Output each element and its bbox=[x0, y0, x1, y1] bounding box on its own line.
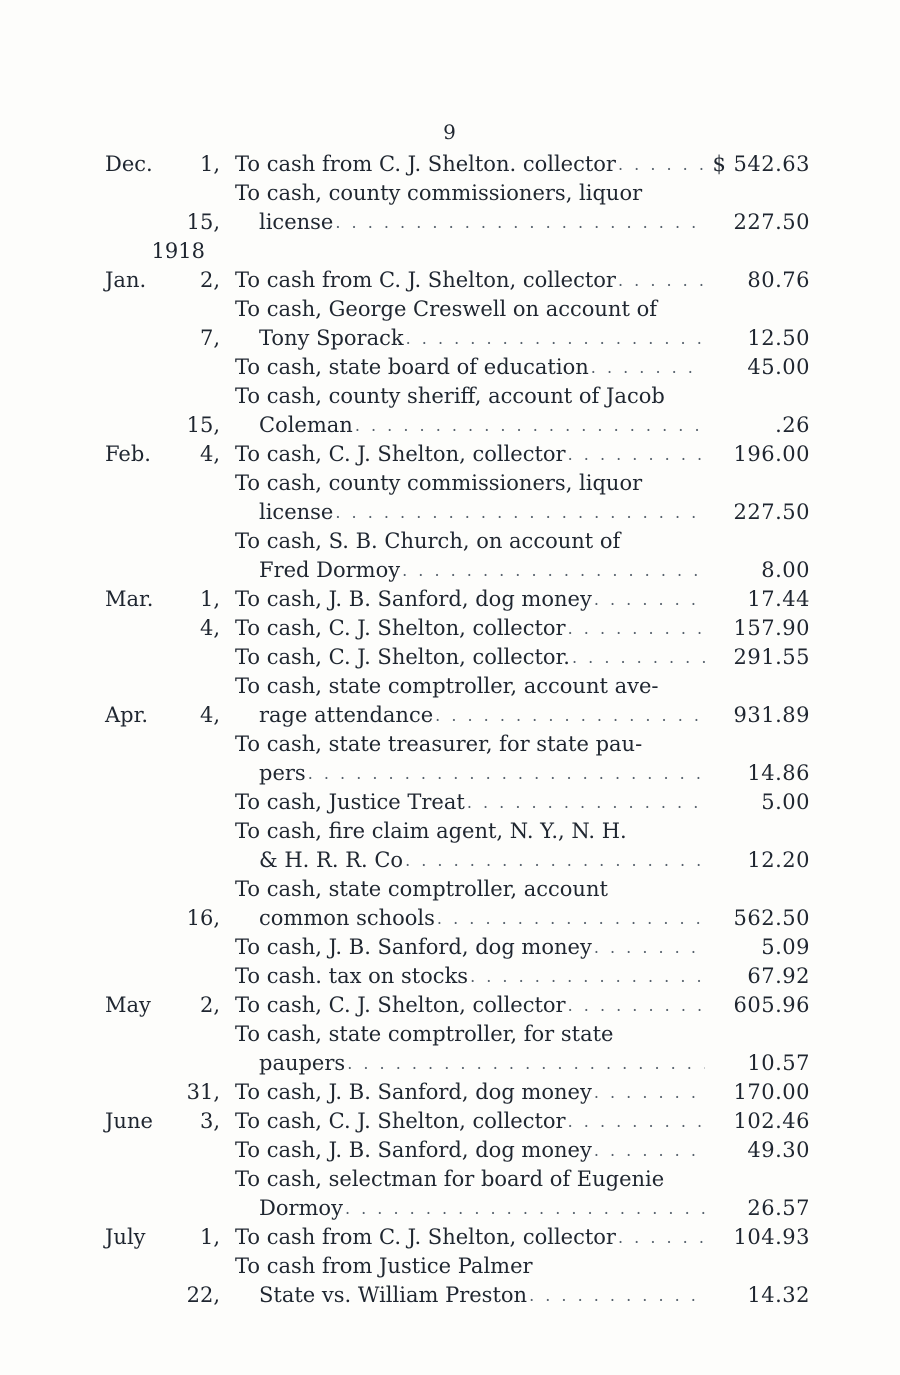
ledger-entry bbox=[105, 1107, 810, 1136]
leader-dots bbox=[404, 324, 705, 353]
entry-text-continued-label: State vs. William Preston bbox=[259, 1283, 528, 1307]
leader-dots bbox=[616, 266, 705, 295]
entry-day: 4, bbox=[199, 442, 220, 466]
leader-dots bbox=[433, 701, 705, 730]
entry-text-line bbox=[235, 1078, 705, 1107]
entry-text-continued bbox=[235, 904, 705, 933]
entry-day: 4, bbox=[199, 616, 220, 640]
entry-text-line bbox=[235, 614, 705, 643]
ledger-entry bbox=[105, 179, 810, 237]
entry-amount: 17.44 bbox=[747, 587, 810, 611]
entry-description bbox=[235, 643, 705, 672]
entry-description bbox=[235, 1020, 705, 1078]
entry-text: To cash, J. B. Sanford, dog money bbox=[235, 935, 592, 959]
ledger-entry bbox=[105, 527, 810, 585]
entry-amount: .26 bbox=[775, 413, 810, 437]
entry-month: Dec. bbox=[105, 152, 153, 176]
entry-day: 3, bbox=[199, 1109, 220, 1133]
ledger-entry bbox=[105, 150, 810, 179]
leader-dots bbox=[570, 643, 705, 672]
entry-amount: 562.50 bbox=[733, 906, 810, 930]
entry-day: 15, bbox=[186, 210, 220, 234]
entry-text: To cash, selectman for board of Eugenie bbox=[235, 1167, 665, 1191]
leader-dots bbox=[343, 1194, 705, 1223]
entry-day: 31, bbox=[186, 1080, 220, 1104]
entry-text-continued bbox=[235, 411, 705, 440]
entry-text: To cash from Justice Palmer bbox=[235, 1254, 533, 1278]
entry-amount: 605.96 bbox=[733, 993, 810, 1017]
leader-dots bbox=[435, 904, 705, 933]
entry-text: To cash from C. J. Shelton, collector bbox=[235, 268, 616, 292]
entry-description bbox=[235, 1165, 705, 1223]
ledger-entry bbox=[105, 440, 810, 469]
leader-dots bbox=[527, 1281, 705, 1310]
entry-text: To cash, fire claim agent, N. Y., N. H. bbox=[235, 819, 627, 843]
year-heading bbox=[105, 237, 810, 266]
entry-text-continued-label: Dormoy bbox=[259, 1196, 343, 1220]
entry-amount: 12.50 bbox=[747, 326, 810, 350]
ledger-entry bbox=[105, 672, 810, 730]
entry-text-line bbox=[235, 933, 705, 962]
entry-day: 7, bbox=[199, 326, 220, 350]
entry-text-continued bbox=[235, 846, 705, 875]
ledger-entry bbox=[105, 1020, 810, 1078]
leader-dots bbox=[306, 759, 705, 788]
entry-text-continued-label: pers bbox=[259, 761, 306, 785]
entry-amount: 227.50 bbox=[733, 500, 810, 524]
entry-text: To cash, state board of education bbox=[235, 355, 589, 379]
ledger-entry bbox=[105, 1223, 810, 1252]
entry-text-continued-label: license bbox=[259, 500, 334, 524]
entry-day: 15, bbox=[186, 413, 220, 437]
leader-dots bbox=[400, 556, 705, 585]
entry-text-line bbox=[235, 585, 705, 614]
entry-day: 1, bbox=[199, 1225, 220, 1249]
leader-dots bbox=[592, 1136, 705, 1165]
entry-amount: 49.30 bbox=[747, 1138, 810, 1162]
entry-description bbox=[235, 469, 705, 527]
entry-amount: 170.00 bbox=[733, 1080, 810, 1104]
entry-text: To cash, C. J. Shelton, collector bbox=[235, 442, 566, 466]
entry-amount: 45.00 bbox=[747, 355, 810, 379]
entry-amount: 5.09 bbox=[761, 935, 810, 959]
entry-description bbox=[235, 991, 705, 1020]
entry-description bbox=[235, 875, 705, 933]
entry-description bbox=[235, 962, 705, 991]
entry-amount: 157.90 bbox=[733, 616, 810, 640]
ledger-entry bbox=[105, 1165, 810, 1223]
entry-month: May bbox=[105, 993, 151, 1017]
entry-day: 1, bbox=[199, 152, 220, 176]
entry-amount: 10.57 bbox=[747, 1051, 810, 1075]
entry-description bbox=[235, 1107, 705, 1136]
leader-dots bbox=[403, 846, 705, 875]
entry-text-line bbox=[235, 1107, 705, 1136]
entry-day: 1, bbox=[199, 587, 220, 611]
ledger-entry bbox=[105, 1136, 810, 1165]
leader-dots bbox=[345, 1049, 705, 1078]
entry-text-continued bbox=[235, 498, 705, 527]
leader-dots bbox=[566, 614, 705, 643]
entry-month: June bbox=[105, 1109, 153, 1133]
entry-text-line bbox=[235, 962, 705, 991]
entry-description bbox=[235, 353, 705, 382]
entry-month: Apr. bbox=[105, 703, 149, 727]
entry-text: To cash, county commissioners, liquor bbox=[235, 181, 643, 205]
entry-text: To cash. tax on stocks bbox=[235, 964, 469, 988]
ledger-entry bbox=[105, 382, 810, 440]
entry-text: To cash from C. J. Shelton. collector bbox=[235, 152, 616, 176]
entry-amount: 291.55 bbox=[733, 645, 810, 669]
ledger-entry bbox=[105, 1078, 810, 1107]
ledger-entry bbox=[105, 1252, 810, 1310]
entry-text-line bbox=[235, 440, 705, 469]
entry-amount: 8.00 bbox=[761, 558, 810, 582]
entry-text-continued-label: & H. R. R. Co bbox=[259, 848, 404, 872]
entry-description bbox=[235, 1252, 705, 1310]
entry-text-continued-label: Coleman bbox=[259, 413, 353, 437]
entry-amount: 12.20 bbox=[747, 848, 810, 872]
entry-description bbox=[235, 730, 705, 788]
entry-text-continued bbox=[235, 701, 705, 730]
ledger-entry bbox=[105, 585, 810, 614]
entry-text: To cash, county commissioners, liquor bbox=[235, 471, 643, 495]
leader-dots bbox=[616, 150, 705, 179]
leader-dots bbox=[333, 208, 705, 237]
entry-amount: 80.76 bbox=[747, 268, 810, 292]
entry-description bbox=[235, 817, 705, 875]
entry-month: Feb. bbox=[105, 442, 151, 466]
entry-text: To cash, C. J. Shelton, collector bbox=[235, 1109, 566, 1133]
entry-day: 2, bbox=[199, 268, 220, 292]
entry-text: To cash, C. J. Shelton, collector bbox=[235, 993, 566, 1017]
ledger-entry bbox=[105, 295, 810, 353]
entry-description bbox=[235, 614, 705, 643]
entry-amount: 14.32 bbox=[747, 1283, 810, 1307]
entry-text: To cash, J. B. Sanford, dog money bbox=[235, 1138, 592, 1162]
entry-amount: 67.92 bbox=[747, 964, 810, 988]
entry-amount: 26.57 bbox=[747, 1196, 810, 1220]
entry-description bbox=[235, 672, 705, 730]
entry-text-continued bbox=[235, 1194, 705, 1223]
entry-text: To cash, Justice Treat bbox=[235, 790, 465, 814]
entry-day: 22, bbox=[186, 1283, 220, 1307]
leader-dots bbox=[592, 933, 705, 962]
ledger-entry bbox=[105, 730, 810, 788]
entry-text: To cash, C. J. Shelton, collector bbox=[235, 616, 566, 640]
entry-amount: 931.89 bbox=[733, 703, 810, 727]
entry-amount: 196.00 bbox=[733, 442, 810, 466]
entry-amount: 104.93 bbox=[733, 1225, 810, 1249]
entry-text-continued-label: Tony Sporack bbox=[259, 326, 404, 350]
entry-text: To cash, state comptroller, for state bbox=[235, 1022, 614, 1046]
entry-description bbox=[235, 295, 705, 353]
entry-text-continued-label: common schools bbox=[259, 906, 435, 930]
entry-description bbox=[235, 266, 705, 295]
entry-text-continued-label: rage attendance bbox=[259, 703, 434, 727]
entry-description bbox=[235, 150, 705, 179]
leader-dots bbox=[592, 1078, 705, 1107]
leader-dots bbox=[566, 1107, 705, 1136]
entry-text: To cash, state comptroller, account bbox=[235, 877, 608, 901]
entry-text-line bbox=[235, 1136, 705, 1165]
entry-description bbox=[235, 788, 705, 817]
entry-text-continued bbox=[235, 1281, 705, 1310]
entry-text-line bbox=[235, 266, 705, 295]
entry-month: Jan. bbox=[105, 268, 147, 292]
ledger-entry bbox=[105, 962, 810, 991]
entry-amount: 102.46 bbox=[733, 1109, 810, 1133]
entry-text: To cash, S. B. Church, on account of bbox=[235, 529, 621, 553]
ledger-entry bbox=[105, 469, 810, 527]
entry-text-line bbox=[235, 788, 705, 817]
entry-text-continued bbox=[235, 208, 705, 237]
entry-text-continued bbox=[235, 324, 705, 353]
leader-dots bbox=[468, 962, 705, 991]
entry-text-line bbox=[235, 150, 705, 179]
ledger-entry bbox=[105, 933, 810, 962]
entry-text-line bbox=[235, 991, 705, 1020]
leader-dots bbox=[353, 411, 705, 440]
entry-description bbox=[235, 1223, 705, 1252]
entry-text: To cash, state comptroller, account ave- bbox=[235, 674, 659, 698]
entry-description bbox=[235, 527, 705, 585]
entry-month: Mar. bbox=[105, 587, 154, 611]
entry-text-continued-label: Fred Dormoy bbox=[259, 558, 401, 582]
entry-text-line bbox=[235, 1223, 705, 1252]
entry-description bbox=[235, 933, 705, 962]
entry-amount: 14.86 bbox=[747, 761, 810, 785]
leader-dots bbox=[589, 353, 705, 382]
entry-description bbox=[235, 1136, 705, 1165]
leader-dots bbox=[465, 788, 705, 817]
leader-dots bbox=[616, 1223, 705, 1252]
ledger-entry bbox=[105, 266, 810, 295]
page-number: 9 bbox=[443, 120, 457, 144]
entry-text: To cash, state treasurer, for state pau- bbox=[235, 732, 643, 756]
entry-text-continued-label: paupers bbox=[259, 1051, 346, 1075]
entry-text-continued-label: license bbox=[259, 210, 334, 234]
entry-month: July bbox=[105, 1225, 146, 1249]
ledger-entry bbox=[105, 991, 810, 1020]
leader-dots bbox=[333, 498, 705, 527]
entry-text: To cash, C. J. Shelton, collector. bbox=[235, 645, 570, 669]
entry-text: To cash from C. J. Shelton, collector bbox=[235, 1225, 616, 1249]
entry-text: To cash, J. B. Sanford, dog money bbox=[235, 1080, 592, 1104]
entry-text-continued bbox=[235, 1049, 705, 1078]
entry-amount: 227.50 bbox=[733, 210, 810, 234]
entry-description bbox=[235, 179, 705, 237]
entry-amount: $ 542.63 bbox=[712, 152, 810, 176]
entry-day: 16, bbox=[186, 906, 220, 930]
ledger-entry bbox=[105, 875, 810, 933]
ledger-entry bbox=[105, 643, 810, 672]
leader-dots bbox=[566, 991, 705, 1020]
ledger-entry bbox=[105, 788, 810, 817]
entry-description bbox=[235, 585, 705, 614]
entry-day: 4, bbox=[199, 703, 220, 727]
entry-description bbox=[235, 440, 705, 469]
ledger-table bbox=[105, 150, 810, 1310]
ledger-entry bbox=[105, 614, 810, 643]
entry-text-line bbox=[235, 353, 705, 382]
year-label: 1918 bbox=[151, 239, 205, 263]
entry-text: To cash, J. B. Sanford, dog money bbox=[235, 587, 592, 611]
entry-amount: 5.00 bbox=[761, 790, 810, 814]
ledger-entry bbox=[105, 817, 810, 875]
leader-dots bbox=[592, 585, 705, 614]
entry-text: To cash, George Creswell on account of bbox=[235, 297, 657, 321]
entry-day: 2, bbox=[199, 993, 220, 1017]
entry-description bbox=[235, 382, 705, 440]
leader-dots bbox=[566, 440, 705, 469]
entry-text: To cash, county sheriff, account of Jacob bbox=[235, 384, 665, 408]
ledger-entry bbox=[105, 353, 810, 382]
entry-description bbox=[235, 1078, 705, 1107]
entry-text-line bbox=[235, 643, 705, 672]
entry-text-continued bbox=[235, 556, 705, 585]
entry-text-continued bbox=[235, 759, 705, 788]
